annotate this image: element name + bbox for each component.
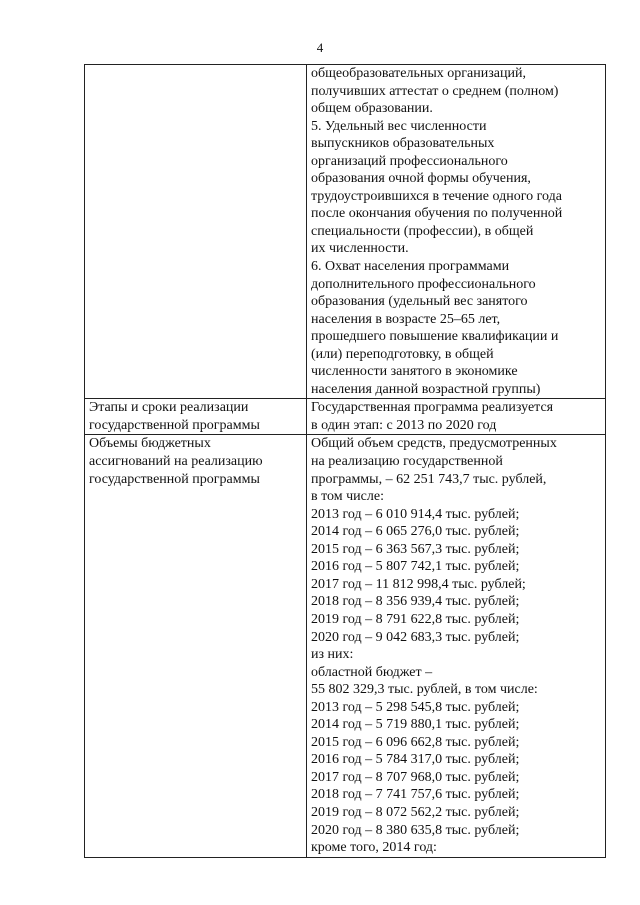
row-value-line: 2020 год – 9 042 683,3 тыс. рублей; <box>311 629 520 645</box>
row-value-line: 2017 год – 8 707 968,0 тыс. рублей; <box>311 769 520 785</box>
row-value-line: прошедшего повышение квалификации и <box>311 329 559 345</box>
row-value-line: трудоустроившихся в течение одного года <box>311 188 562 204</box>
row-value-line: областной бюджет – <box>311 664 433 680</box>
row-value-line: на реализацию государственной <box>311 454 503 470</box>
row-value-line: образования очной формы обучения, <box>311 171 531 187</box>
row-value-cell <box>307 399 606 435</box>
row-value-line: выпускников образовательных <box>311 136 495 152</box>
row-value-line: образования (удельный вес занятого <box>311 294 528 310</box>
row-value-line: Общий объем средств, предусмотренных <box>311 436 557 452</box>
row-value-cell <box>307 435 606 857</box>
row-value-line: общеобразовательных организаций, <box>311 66 526 81</box>
row-value-line: из них: <box>311 647 354 663</box>
row-label-line: Объемы бюджетных <box>89 436 211 452</box>
page-number: 4 <box>316 40 324 55</box>
row-label-line: государственной программы <box>89 471 260 487</box>
row-value-line: 2014 год – 5 719 880,1 тыс. рублей; <box>311 717 520 733</box>
row-value-line: 2020 год – 8 380 635,8 тыс. рублей; <box>311 822 520 838</box>
row-label-line: Этапы и сроки реализации <box>89 400 249 416</box>
row-value-line: кроме того, 2014 год: <box>311 840 437 856</box>
row-value-line: 2018 год – 7 741 757,6 тыс. рублей; <box>311 787 520 803</box>
row-value-line: 6. Охват населения программами <box>311 259 510 275</box>
row-value-line: 2016 год – 5 784 317,0 тыс. рублей; <box>311 752 520 768</box>
row-value-line: 2017 год – 11 812 998,4 тыс. рублей; <box>311 576 526 592</box>
row-value-line: 2015 год – 6 363 567,3 тыс. рублей; <box>311 541 520 557</box>
row-label-cell <box>85 65 307 399</box>
table-row <box>85 65 606 399</box>
row-value-line: (или) переподготовку, в общей <box>311 346 494 362</box>
row-value-line: получивших аттестат о среднем (полном) <box>311 83 559 99</box>
row-value-line: после окончания обучения по полученной <box>311 206 563 222</box>
row-value-line: в том числе: <box>311 489 384 505</box>
passport-table <box>84 64 606 858</box>
row-label-line: государственной программы <box>89 417 260 433</box>
row-value-line: 2014 год – 6 065 276,0 тыс. рублей; <box>311 524 520 540</box>
row-value-line: 55 802 329,3 тыс. рублей, в том числе: <box>311 682 538 698</box>
row-value-cell <box>307 65 606 399</box>
row-value-line: численности занятого в экономике <box>311 364 518 380</box>
row-value-line: специальности (профессии), в общей <box>311 223 534 239</box>
row-label-cell <box>85 435 307 857</box>
row-value-line: общем образовании. <box>311 101 433 117</box>
row-value-line: дополнительного профессионального <box>311 276 536 292</box>
row-value-line: программы, – 62 251 743,7 тыс. рублей, <box>311 471 547 487</box>
table-row <box>85 399 606 435</box>
row-value-line: 5. Удельный вес численности <box>311 118 487 134</box>
row-value-line: 2013 год – 6 010 914,4 тыс. рублей; <box>311 506 520 522</box>
row-value-line: организаций профессионального <box>311 153 508 169</box>
row-value-line: 2013 год – 5 298 545,8 тыс. рублей; <box>311 699 520 715</box>
row-value-line: населения в возрасте 25–65 лет, <box>311 311 501 327</box>
row-value-line: 2019 год – 8 791 622,8 тыс. рублей; <box>311 611 520 627</box>
row-value-line: их численности. <box>311 241 409 257</box>
row-label-cell <box>85 399 307 435</box>
row-value-line: в один этап: с 2013 по 2020 год <box>311 417 497 433</box>
row-value-line: 2019 год – 8 072 562,2 тыс. рублей; <box>311 804 520 820</box>
row-label-line: ассигнований на реализацию <box>89 454 263 470</box>
row-value-line: 2015 год – 6 096 662,8 тыс. рублей; <box>311 734 520 750</box>
row-value-line: Государственная программа реализуется <box>311 400 554 416</box>
row-value-line: населения данной возрастной группы) <box>311 381 541 397</box>
table-row <box>85 435 606 857</box>
row-value-line: 2018 год – 8 356 939,4 тыс. рублей; <box>311 594 520 610</box>
row-value-line: 2016 год – 5 807 742,1 тыс. рублей; <box>311 559 520 575</box>
